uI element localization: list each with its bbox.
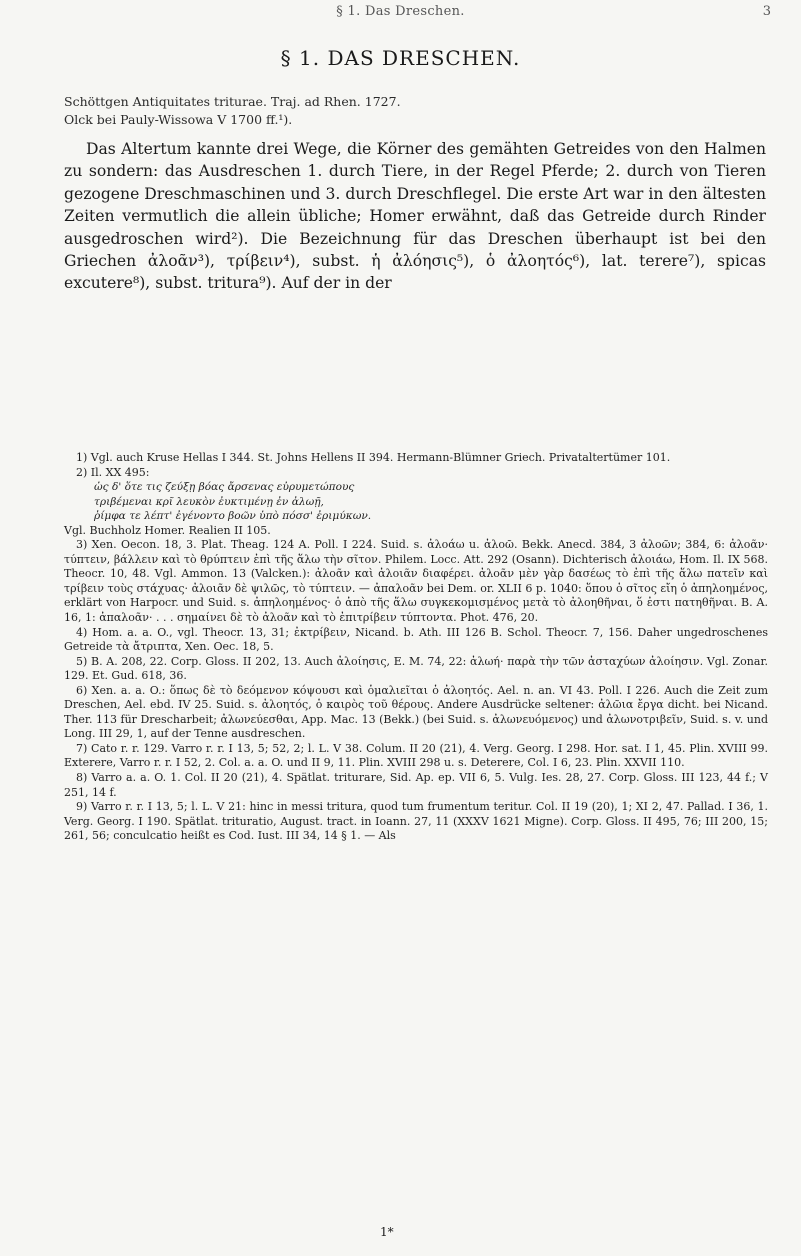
footnotes (64, 451, 768, 844)
footnote: 7) Cato r. r. 129. Varro r. r. I 13, 5; 52, 2; l. L. V 38. Colum. II 20 (21), 4. Verg. Georg. I 298. Hor. sat. I 1, 45. Plin. XVIII 99. Exterere, Varro r. r. I 52, 2. Col. a. a. O. und II 9, 11. Plin. XVIII 298 u. s. Deterere, Col. I 6, 23. Plin. XXVII 110. (64, 741, 768, 770)
footnote: 5) B. A. 208, 22. Corp. Gloss. II 202, 13. Auch ἀλοίησις, E. M. 74, 22: ἀλωή· παρὰ τὴν τῶν ἀσταχύων ἀλοίησιν. Vgl. Zonar. 129. Et. Gud. 618, 36. (64, 654, 768, 683)
footnote-quote-line: τριβέμεναι κρῖ λευκὸν ἐυκτιμένῃ ἐν ἀλωῇ, (94, 495, 324, 508)
running-head (0, 4, 801, 24)
literature-line: Schöttgen Antiquitates triturae. Traj. ad Rhen. 1727. (64, 94, 401, 109)
page-number: 3 (762, 4, 771, 19)
footnote: 8) Varro a. a. O. 1. Col. II 20 (21), 4. Spätlat. triturare, Sid. Ap. ep. VII 6, 5. Vulg. Ies. 28, 27. Corp. Gloss. III 123, 44 f.; V 251, 14 f. (64, 771, 768, 799)
body-paragraph: Das Altertum kannte drei Wege, die Körner des gemähten Getreides von den Halmen zu sondern: das Ausdreschen 1. durch Tiere, in der Regel Pferde; 2. durch von Tieren gezogene Dreschmaschinen und 3. durch Dreschflegel. Die erste Art war in den ältesten Zeiten vermutlich die allein übliche; Homer erwähnt, daß das Getreide durch Rinder ausgedroschen wird²). Die Bezeichnung für das Dreschen überhaupt ist bei den Griechen ἀλοᾶν³), τρίβειν⁴), subst. ἡ ἀλόησις⁵), ὁ ἀλοητός⁶), lat. terere⁷), spicas excutere⁸), subst. tritura⁹). Auf der in der (64, 140, 766, 293)
footnote: 4) Hom. a. a. O., vgl. Theocr. 13, 31; ἐκτρίβειν, Nicand. b. Ath. III 126 B. Schol. Theocr. 7, 156. Daher ungedroschenes Getreide τὰ ἄτριπτα, Xen. Oec. 18, 5. (64, 625, 768, 654)
running-head-title: § 1. Das Dreschen. (336, 4, 465, 19)
body-text (64, 138, 766, 295)
footnote: Vgl. Buchholz Homer. Realien II 105. (64, 523, 271, 537)
footnote-quote-line: ῥίμφα τε λέπτ' ἐγένοντο βοῶν ὑπὸ πόσσ' ἐριμύκων. (94, 510, 372, 523)
signature-mark: 1* (380, 1225, 394, 1239)
footnote-quote-line: ὡς δ' ὅτε τις ζεύξῃ βόας ἄρσενας εὐρυμετώπους (94, 481, 355, 494)
footnote: 9) Varro r. r. I 13, 5; l. L. V 21: hinc in messi tritura, quod tum frumentum teritur. Col. II 19 (20), 1; XI 2, 47. Pallad. I 36, 1. Verg. Georg. I 190. Spätlat. trituratio, August. tract. in Ioann. 27, 11 (XXXV 1621 Migne). Corp. Gloss. II 495, 76; III 200, 15; 261, 56; conculcatio heißt es Cod. Iust. III 34, 14 § 1. — Als (64, 800, 768, 843)
section-title: § 1. DAS DRESCHEN. (280, 46, 521, 70)
literature-line: Olck bei Pauly-Wissowa V 1700 ff.¹). (64, 112, 293, 127)
footnote: 2) Il. XX 495: (76, 465, 150, 479)
footnote: 6) Xen. a. a. O.: ὅπως δὲ τὸ δεόμενον κόψουσι καὶ ὁμαλιεῖται ὁ ἀλοητός. Ael. n. an. VI 43. Poll. I 226. Auch die Zeit zum Dreschen, Ael. ebd. IV 25. Suid. s. ἀλοητός, ὁ καιρὸς τοῦ θέρους. Andere Ausdrücke seltener: ἀλῶια ἔργα dicht. bei Nicand. Ther. 113 für Drescharbeit; ἀλωνεύεσθαι, App. Mac. 13 (Bekk.) (bei Suid. s. ἀλωνευόμενος) und ἀλωνοτριβεῖν, Suid. s. v. und Long. III 29, 1, auf der Tenne ausdreschen. (64, 683, 768, 741)
footnote: 3) Xen. Oecon. 18, 3. Plat. Theag. 124 A. Poll. I 224. Suid. s. ἀλοάω u. ἀλοῶ. Bekk. Anecd. 384, 3 ἀλοῶν; 384, 6: ἀλοᾶν· τύπτειν, βάλλειν καὶ τὸ θρύπτειν ἐπὶ τῆς ἅλω τὴν σῖτον. Philem. Locc. Att. 292 (Osann). Dichterisch ἀλοιάω, Hom. Il. IX 568. Theocr. 10, 48. Vgl. Ammon. 13 (Valcken.): ἀλοᾶν καὶ ἀλοιᾶν διαφέρει. ἀλοᾶν μὲν γὰρ δασέως τὸ ἐπὶ τῆς ἅλω πατεῖν καὶ τρίβειν τοὺς στάχυας· ἀλοιᾶν δὲ ψιλῶς, τὸ τύπτειν. — ἀπαλοᾶν bei Dem. or. XLII 6 p. 1040: ὅπου ὁ σῖτος εἴη ὁ ἀπηλοημένος, erklärt von Harpocr. und Suid. s. ἀπηλοημένος· ὁ ἀπὸ τῆς ἅλω συγκεκομισμένος μετὰ τὸ ἀλοηθῆναι, ὅ ἐστι πατηθῆναι. B. A. 16, 1: ἀπαλοᾶν· . . . σημαίνει δὲ τὸ ἀλοᾶν καὶ τὸ ἐπιτρίβειν τύπτοντα. Phot. 476, 20. (64, 538, 768, 625)
footnote: 1) Vgl. auch Kruse Hellas I 344. St. Johns Hellens II 394. Hermann-Blümner Griech. Privataltertümer 101. (76, 451, 671, 464)
